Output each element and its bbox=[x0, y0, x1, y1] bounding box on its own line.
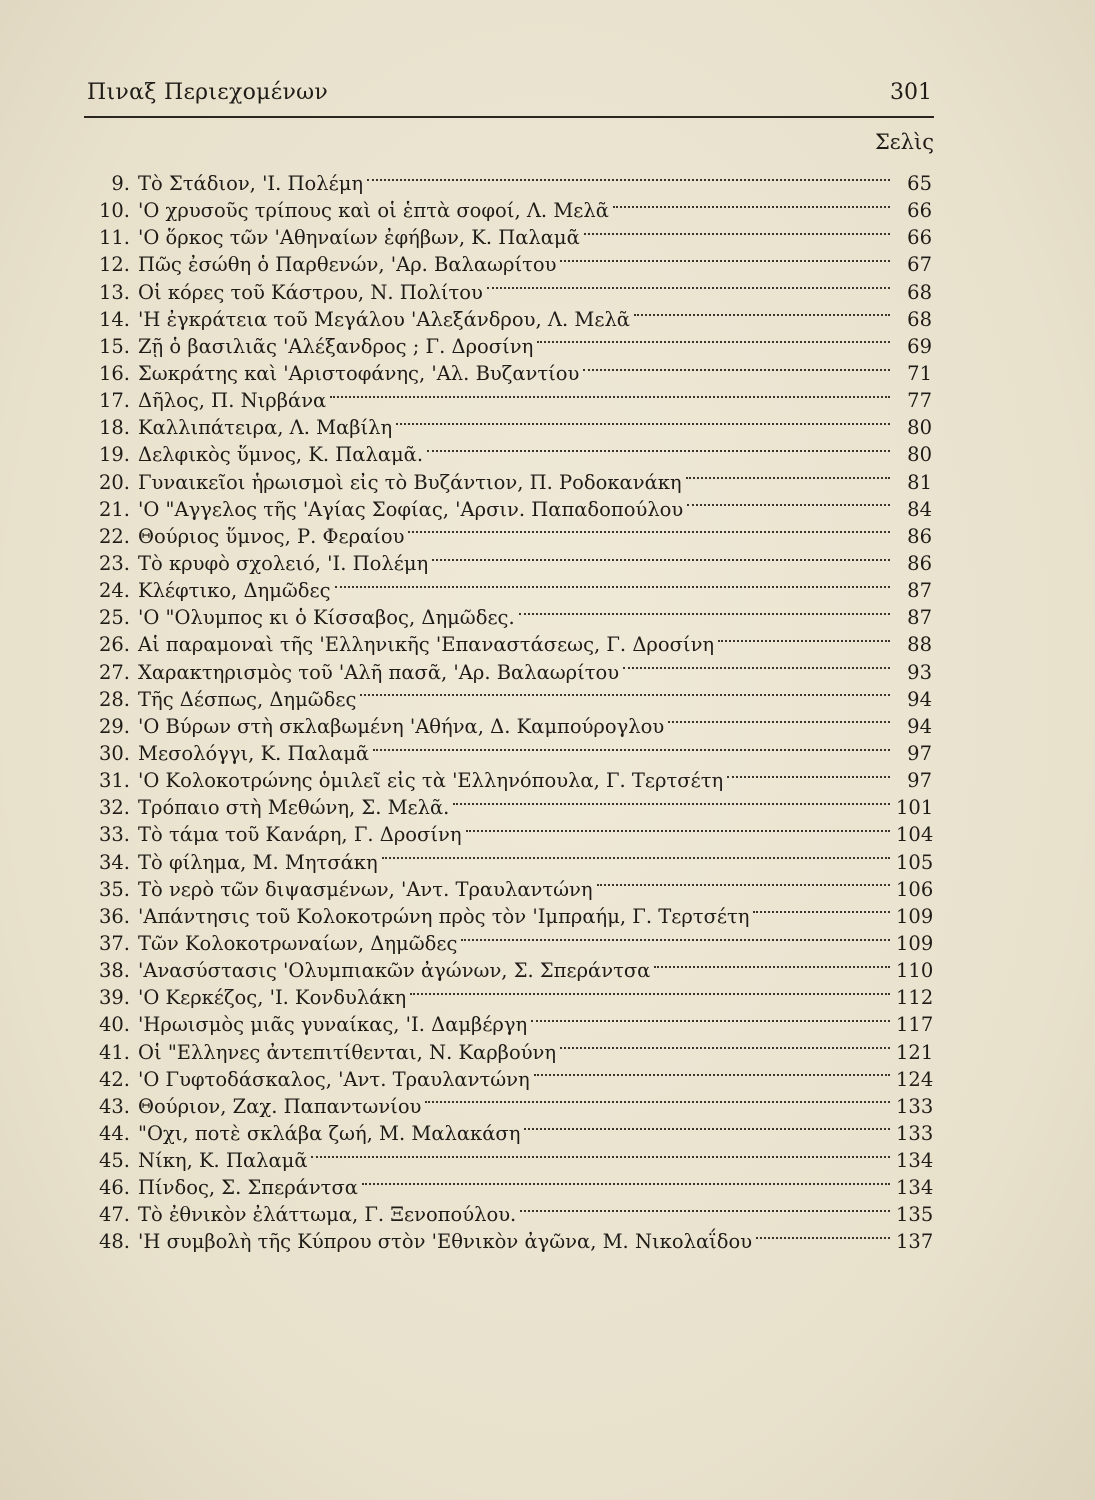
entry-title: Οἱ "Ελληνες ἀντεπιτίθενται, Ν. Καρβούνη bbox=[138, 1040, 557, 1064]
entry-title: Οἱ κόρες τοῦ Κάστρου, Ν. Πολίτου bbox=[138, 280, 483, 304]
entry-page: 67 bbox=[907, 253, 932, 277]
dot-leader bbox=[583, 369, 890, 371]
dot-leader bbox=[466, 830, 890, 832]
entry-title: Τὸ Στάδιον, 'Ι. Πολέμη bbox=[138, 172, 364, 195]
entry-page: 68 bbox=[907, 307, 932, 331]
entry-title: 'Η συμβολὴ τῆς Κύπρου στὸν 'Εθνικὸν ἀγῶνα, Μ. Νικολαΐδου bbox=[138, 1230, 753, 1254]
entry-title: Πίνδος, Σ. Σπεράντσα bbox=[138, 1176, 358, 1200]
dot-leader bbox=[520, 1210, 890, 1212]
toc-entry bbox=[85, 1201, 932, 1228]
entry-title: 'Ο ὅρκος τῶν 'Αθηναίων ἐφήβων, Κ. Παλαμᾶ bbox=[138, 226, 580, 250]
entry-number: 28. bbox=[98, 687, 130, 711]
entry-page: 117 bbox=[896, 1013, 934, 1037]
entry-title: 'Ηρωισμὸς μιᾶς γυναίκας, 'Ι. Δαμβέργη bbox=[138, 1013, 528, 1037]
toc-entry bbox=[85, 170, 932, 197]
entry-number: 18. bbox=[98, 416, 130, 440]
entry-title: Τὸ ἐθνικὸν ἐλάττωμα, Γ. Ξενοπούλου. bbox=[138, 1203, 517, 1227]
dot-leader bbox=[727, 776, 890, 778]
dot-leader bbox=[335, 586, 890, 588]
toc-entry bbox=[85, 1011, 932, 1038]
entry-title: Τὸ νερὸ τῶν διψασμένων, 'Αντ. Τραυλαντώνη bbox=[138, 877, 593, 901]
entry-number: 13. bbox=[98, 280, 130, 304]
entry-number: 24. bbox=[98, 579, 130, 603]
entry-page: 71 bbox=[907, 361, 932, 385]
toc-entry bbox=[85, 1066, 932, 1093]
entry-title: Νίκη, Κ. Παλαμᾶ bbox=[138, 1149, 308, 1173]
dot-leader bbox=[360, 694, 890, 696]
entry-title: Θούριος ὕμνος, Ρ. Φεραίου bbox=[138, 524, 405, 548]
entry-number: 23. bbox=[98, 551, 130, 575]
entry-title: 'Η ἐγκράτεια τοῦ Μεγάλου 'Αλεξάνδρου, Λ. Μελᾶ bbox=[138, 307, 630, 331]
toc-entry bbox=[85, 740, 932, 767]
entry-title: 'Ο "Αγγελος τῆς 'Αγίας Σοφίας, 'Αρσιν. Παπαδοπούλου bbox=[138, 497, 684, 521]
entry-number: 21. bbox=[98, 497, 130, 521]
dot-leader bbox=[524, 1128, 890, 1130]
entry-title: Τὸ κρυφὸ σχολειό, 'Ι. Πολέμη bbox=[138, 551, 429, 575]
entry-title: 'Ο Κερκέζος, 'Ι. Κονδυλάκη bbox=[138, 986, 407, 1010]
dot-leader bbox=[534, 1074, 890, 1076]
entry-title: 'Ανασύστασις 'Ολυμπιακῶν ἀγώνων, Σ. Σπεράντσα bbox=[138, 959, 651, 983]
toc-entry bbox=[85, 849, 932, 876]
toc-entry bbox=[85, 441, 932, 468]
dot-leader bbox=[531, 1020, 890, 1022]
toc-entry bbox=[85, 604, 932, 631]
entry-page: 97 bbox=[907, 741, 932, 765]
dot-leader bbox=[311, 1156, 890, 1158]
entry-number: 36. bbox=[98, 904, 130, 928]
entry-page: 77 bbox=[907, 389, 932, 413]
dot-leader bbox=[367, 179, 890, 181]
entry-page: 133 bbox=[896, 1094, 934, 1118]
page-column-heading: Σελὶς bbox=[874, 130, 934, 154]
entry-title: Δελφικὸς ὕμνος, Κ. Παλαμᾶ. bbox=[138, 443, 424, 467]
dot-leader bbox=[718, 640, 890, 642]
toc-entry bbox=[85, 821, 932, 848]
dot-leader bbox=[396, 423, 890, 425]
entry-number: 44. bbox=[98, 1121, 130, 1145]
entry-number: 48. bbox=[98, 1230, 130, 1254]
entry-number: 47. bbox=[98, 1203, 130, 1227]
entry-title: Καλλιπάτειρα, Λ. Μαβίλη bbox=[138, 416, 393, 440]
dot-leader bbox=[519, 613, 890, 615]
entry-number: 14. bbox=[98, 307, 130, 331]
entry-page: 104 bbox=[896, 823, 934, 847]
entry-title: 'Ο Βύρων στὴ σκλαβωμένη 'Αθήνα, Δ. Καμπούρογλου bbox=[138, 714, 665, 738]
entry-page: 68 bbox=[907, 280, 932, 304]
dot-leader bbox=[410, 993, 890, 995]
entry-page: 97 bbox=[907, 769, 932, 793]
entry-number: 20. bbox=[98, 470, 130, 494]
entry-number: 11. bbox=[98, 226, 130, 250]
dot-leader bbox=[686, 477, 890, 479]
entry-title: Αἱ παραμοναὶ τῆς 'Ελληνικῆς 'Επαναστάσεως, Γ. Δροσίνη bbox=[138, 633, 715, 657]
entry-page: 134 bbox=[896, 1149, 934, 1173]
entry-title: 'Ο χρυσοῦς τρίπους καὶ οἱ ἑπτὰ σοφοί, Λ. Μελᾶ bbox=[138, 199, 609, 223]
entry-title: Μεσολόγγι, Κ. Παλαμᾶ bbox=[138, 741, 370, 765]
entry-title: Δῆλος, Π. Νιρβάνα bbox=[138, 389, 327, 413]
dot-leader bbox=[425, 1101, 890, 1103]
entry-page: 134 bbox=[896, 1176, 934, 1200]
entry-page: 80 bbox=[907, 443, 932, 467]
entry-title: 'Ο Γυφτοδάσκαλος, 'Αντ. Τραυλαντώνη bbox=[138, 1067, 530, 1091]
entry-page: 106 bbox=[896, 877, 934, 901]
entry-page: 101 bbox=[896, 796, 934, 820]
entry-page: 69 bbox=[907, 334, 932, 358]
dot-leader bbox=[432, 559, 890, 561]
toc-entry bbox=[85, 1120, 932, 1147]
dot-leader bbox=[560, 1047, 890, 1049]
entry-page: 66 bbox=[907, 226, 932, 250]
entry-number: 31. bbox=[98, 769, 130, 793]
entry-page: 137 bbox=[896, 1230, 934, 1254]
entry-page: 93 bbox=[907, 660, 932, 684]
dot-leader bbox=[597, 884, 890, 886]
header-title: Πιναξ Περιεχομένων bbox=[87, 80, 329, 105]
entry-number: 25. bbox=[98, 606, 130, 630]
toc-entry bbox=[85, 713, 932, 740]
entry-number: 32. bbox=[98, 796, 130, 820]
entry-number: 46. bbox=[98, 1176, 130, 1200]
toc-entry bbox=[85, 876, 932, 903]
entry-number: 35. bbox=[98, 877, 130, 901]
entry-title: Γυναικεῖοι ἡρωισμοὶ εἰς τὸ Βυζάντιον, Π. Ροδοκανάκη bbox=[138, 470, 682, 494]
toc-entry bbox=[85, 1147, 932, 1174]
entry-title: Τῶν Κολοκοτρωναίων, Δημῶδες bbox=[138, 931, 458, 955]
dot-leader bbox=[756, 1237, 890, 1239]
entry-number: 41. bbox=[98, 1040, 130, 1064]
entry-number: 27. bbox=[98, 660, 130, 684]
entry-number: 42. bbox=[98, 1067, 130, 1091]
entry-number: 10. bbox=[98, 199, 130, 223]
toc-entry bbox=[85, 1174, 932, 1201]
dot-leader bbox=[408, 531, 890, 533]
toc-entry bbox=[85, 930, 932, 957]
entry-number: 15. bbox=[98, 334, 130, 358]
entry-page: 65 bbox=[907, 172, 932, 195]
header-rule bbox=[84, 116, 934, 118]
entry-title: 'Απάντησις τοῦ Κολοκοτρώνη πρὸς τὸν 'Ιμπραήμ, Γ. Τερτσέτη bbox=[138, 904, 750, 928]
dot-leader bbox=[453, 803, 890, 805]
toc-entry bbox=[85, 767, 932, 794]
entry-page: 66 bbox=[907, 199, 932, 223]
dot-leader bbox=[613, 206, 890, 208]
toc-entry bbox=[85, 550, 932, 577]
dot-leader bbox=[584, 233, 890, 235]
entry-title: 'Ο Κολοκοτρώνης ὁμιλεῖ εἰς τὰ 'Ελληνόπουλα, Γ. Τερτσέτη bbox=[138, 769, 724, 793]
entry-number: 29. bbox=[98, 714, 130, 738]
toc-entry bbox=[85, 469, 932, 496]
toc-entry bbox=[85, 984, 932, 1011]
dot-leader bbox=[753, 911, 890, 913]
entry-page: 135 bbox=[896, 1203, 934, 1227]
entry-number: 34. bbox=[98, 850, 130, 874]
toc-entry bbox=[85, 360, 932, 387]
entry-number: 26. bbox=[98, 633, 130, 657]
table-of-contents bbox=[85, 170, 932, 1256]
dot-leader bbox=[362, 1183, 890, 1185]
dot-leader bbox=[461, 939, 890, 941]
entry-page: 94 bbox=[907, 714, 932, 738]
toc-entry bbox=[85, 794, 932, 821]
toc-entry bbox=[85, 414, 932, 441]
dot-leader bbox=[487, 287, 890, 289]
dot-leader bbox=[634, 314, 890, 316]
entry-page: 133 bbox=[896, 1121, 934, 1145]
toc-entry bbox=[85, 957, 932, 984]
toc-entry bbox=[85, 659, 932, 686]
header-page-number: 301 bbox=[890, 80, 932, 105]
entry-number: 33. bbox=[98, 823, 130, 847]
toc-entry bbox=[85, 903, 932, 930]
entry-page: 105 bbox=[896, 850, 934, 874]
entry-number: 22. bbox=[98, 524, 130, 548]
toc-entry bbox=[85, 197, 932, 224]
entry-page: 87 bbox=[907, 579, 932, 603]
toc-entry bbox=[85, 306, 932, 333]
entry-title: Τὸ φίλημα, Μ. Μητσάκη bbox=[138, 850, 378, 874]
toc-entry bbox=[85, 577, 932, 604]
toc-entry bbox=[85, 631, 932, 658]
dot-leader bbox=[687, 504, 890, 506]
toc-entry bbox=[85, 1039, 932, 1066]
entry-number: 30. bbox=[98, 741, 130, 765]
entry-title: Πῶς ἐσώθη ὁ Παρθενών, 'Αρ. Βαλαωρίτου bbox=[138, 253, 557, 277]
entry-page: 86 bbox=[907, 551, 932, 575]
toc-entry bbox=[85, 333, 932, 360]
entry-page: 87 bbox=[907, 606, 932, 630]
entry-title: Χαρακτηρισμὸς τοῦ 'Αλῆ πασᾶ, 'Αρ. Βαλαωρίτου bbox=[138, 660, 620, 684]
entry-number: 37. bbox=[98, 931, 130, 955]
entry-page: 112 bbox=[896, 986, 934, 1010]
entry-page: 81 bbox=[907, 470, 932, 494]
entry-title: Τρόπαιο στὴ Μεθώνη, Σ. Μελᾶ. bbox=[138, 796, 450, 820]
entry-page: 109 bbox=[896, 904, 934, 928]
entry-page: 84 bbox=[907, 497, 932, 521]
dot-leader bbox=[668, 721, 890, 723]
toc-entry bbox=[85, 251, 932, 278]
entry-number: 16. bbox=[98, 361, 130, 385]
entry-number: 39. bbox=[98, 986, 130, 1010]
dot-leader bbox=[537, 341, 890, 343]
toc-entry bbox=[85, 224, 932, 251]
dot-leader bbox=[382, 857, 890, 859]
entry-title: Κλέφτικο, Δημῶδες bbox=[138, 579, 331, 603]
entry-page: 80 bbox=[907, 416, 932, 440]
entry-number: 19. bbox=[98, 443, 130, 467]
entry-number: 40. bbox=[98, 1013, 130, 1037]
entry-number: 38. bbox=[98, 959, 130, 983]
toc-entry bbox=[85, 496, 932, 523]
dot-leader bbox=[623, 667, 890, 669]
entry-number: 9. bbox=[111, 172, 130, 195]
entry-title: Σωκράτης καὶ 'Αριστοφάνης, 'Αλ. Βυζαντίου bbox=[138, 361, 580, 385]
entry-title: Τῆς Δέσπως, Δημῶδες bbox=[138, 687, 357, 711]
dot-leader bbox=[427, 450, 890, 452]
dot-leader bbox=[560, 260, 890, 262]
dot-leader bbox=[330, 396, 890, 398]
entry-page: 94 bbox=[907, 687, 932, 711]
entry-title: Θούριον, Ζαχ. Παπαντωνίου bbox=[138, 1094, 422, 1118]
entry-page: 110 bbox=[896, 959, 934, 983]
entry-number: 12. bbox=[98, 253, 130, 277]
toc-entry bbox=[85, 686, 932, 713]
toc-entry bbox=[85, 279, 932, 306]
running-header bbox=[87, 72, 932, 112]
toc-entry bbox=[85, 1228, 932, 1255]
entry-title: "Οχι, ποτὲ σκλάβα ζωή, Μ. Μαλακάση bbox=[138, 1121, 521, 1145]
entry-page: 121 bbox=[896, 1040, 934, 1064]
entry-page: 124 bbox=[896, 1067, 934, 1091]
entry-page: 88 bbox=[907, 633, 932, 657]
entry-title: Τὸ τάμα τοῦ Κανάρη, Γ. Δροσίνη bbox=[138, 823, 462, 847]
dot-leader bbox=[654, 966, 890, 968]
entry-title: Ζῇ ὁ βασιλιᾶς 'Αλέξανδρος ; Γ. Δροσίνη bbox=[138, 334, 534, 358]
dot-leader bbox=[373, 749, 890, 751]
entry-page: 109 bbox=[896, 931, 934, 955]
entry-title: 'Ο "Ολυμπος κι ὁ Κίσσαβος, Δημῶδες. bbox=[138, 606, 515, 630]
entry-number: 43. bbox=[98, 1094, 130, 1118]
entry-page: 86 bbox=[907, 524, 932, 548]
toc-entry bbox=[85, 387, 932, 414]
entry-number: 17. bbox=[98, 389, 130, 413]
toc-entry bbox=[85, 1093, 932, 1120]
toc-entry bbox=[85, 523, 932, 550]
entry-number: 45. bbox=[98, 1149, 130, 1173]
